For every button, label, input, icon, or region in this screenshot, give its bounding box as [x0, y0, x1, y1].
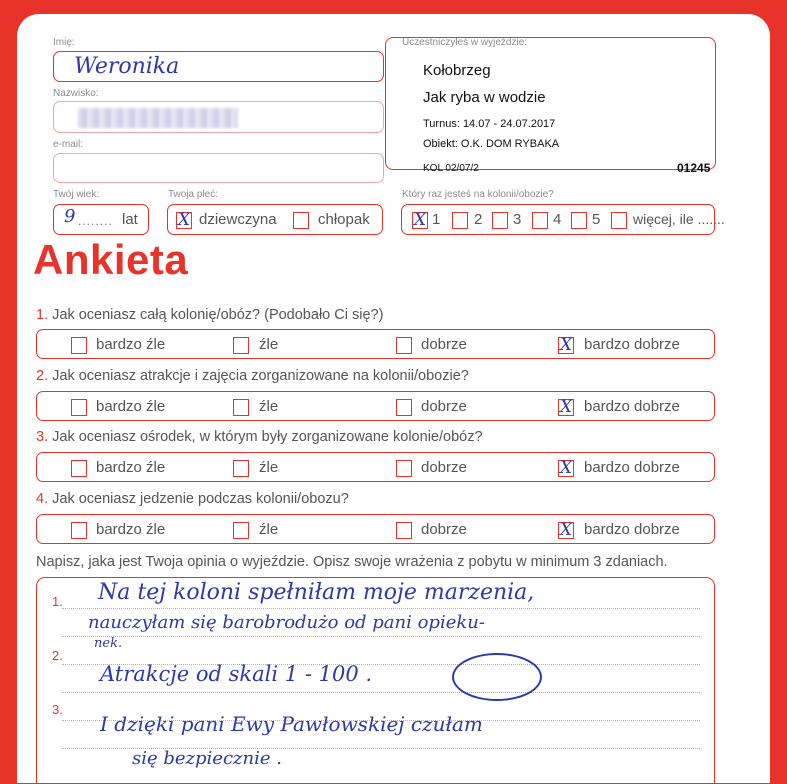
q4-option-bad: źle: [259, 521, 279, 538]
q4-option-good: dobrze: [421, 521, 467, 538]
q4-option-very-good-checkbox[interactable]: [558, 522, 574, 539]
name-value: Weronika: [74, 54, 180, 79]
q1-option-very-bad: bardzo źle: [96, 336, 166, 353]
times-5-checkbox[interactable]: [571, 212, 587, 229]
times-4-checkbox[interactable]: [532, 212, 548, 229]
trip-city: Kołobrzeg: [423, 62, 491, 79]
times-option-more: więcej, ile .......: [633, 211, 725, 227]
q3-option-bad-checkbox[interactable]: [233, 460, 249, 477]
q4-option-good-checkbox[interactable]: [396, 522, 412, 539]
surname-label: Nazwisko:: [53, 88, 99, 99]
email-label: e-mail:: [53, 139, 84, 150]
gender-girl-checkbox[interactable]: [176, 212, 192, 229]
trip-obiekt: Obiekt: O.K. DOM RYBAKA: [423, 138, 560, 150]
q2-option-bad: źle: [259, 398, 279, 415]
times-option-4: 4: [553, 211, 562, 228]
age-field[interactable]: [53, 204, 149, 235]
gender-boy-checkbox[interactable]: [293, 212, 309, 229]
question-3-text: 3. Jak oceniasz ośrodek, w którym były zorganizowane kolonie/obóz?: [36, 429, 483, 445]
times-2-checkbox[interactable]: [452, 212, 468, 229]
trip-name: Jak ryba w wodzie: [423, 89, 546, 106]
q2-option-very-good-checkbox[interactable]: [558, 399, 574, 416]
q2-option-very-bad: bardzo źle: [96, 398, 166, 415]
survey-title: Ankieta: [33, 236, 189, 283]
trip-number: 01245: [677, 161, 711, 175]
surname-field[interactable]: [53, 101, 384, 133]
q2-option-bad-checkbox[interactable]: [233, 399, 249, 416]
times-option-5: 5: [592, 211, 601, 228]
q2-option-good: dobrze: [421, 398, 467, 415]
times-option-1: 1: [432, 211, 441, 228]
line-divider: [62, 608, 700, 609]
line-divider: [62, 692, 700, 693]
q2-option-very-good: bardzo dobrze: [584, 398, 680, 415]
question-4-text: 4. Jak oceniasz jedzenie podczas kolonii/obozu?: [36, 491, 349, 507]
q2-option-very-bad-checkbox[interactable]: [71, 399, 87, 416]
times-label: Który raz jesteś na kolonii/obozie?: [402, 189, 554, 200]
name-field[interactable]: [53, 51, 384, 82]
q4-option-very-good: bardzo dobrze: [584, 521, 680, 538]
line-number-2: 2.: [52, 648, 63, 663]
name-label: Imię:: [53, 37, 75, 48]
age-dots: ........: [78, 214, 113, 228]
line-divider: [62, 636, 700, 637]
essay-line-2: nauczyłam się barobrodużo od pani opieku-: [88, 612, 485, 633]
line-number-1: 1.: [52, 594, 63, 609]
q1-option-very-bad-checkbox[interactable]: [71, 337, 87, 354]
email-field[interactable]: [53, 153, 384, 183]
circled-value-outline: [452, 653, 542, 701]
check-mark-icon: X: [559, 520, 573, 540]
gender-option-boy: chłopak: [318, 211, 370, 228]
times-3-checkbox[interactable]: [492, 212, 508, 229]
trip-turnus: Turnus: 14.07 - 24.07.2017: [423, 118, 556, 130]
essay-line-1: Na tej koloni spełniłam moje marzenia,: [98, 580, 535, 605]
question-2-text: 2. Jak oceniasz atrakcje i zajęcia zorganizowane na kolonii/obozie?: [36, 368, 469, 384]
age-unit: lat: [122, 211, 138, 228]
gender-label: Twoja płeć:: [168, 189, 219, 200]
q1-option-good-checkbox[interactable]: [396, 337, 412, 354]
opinion-prompt: Napisz, jaka jest Twoja opinia o wyjeździe. Opisz swoje wrażenia z pobytu w minimum 3 zdaniach.: [36, 554, 668, 570]
times-more-checkbox[interactable]: [611, 212, 627, 229]
q2-option-good-checkbox[interactable]: [396, 399, 412, 416]
times-1-checkbox[interactable]: [412, 212, 428, 229]
check-mark-icon: X: [559, 335, 573, 355]
age-value: 9: [64, 206, 76, 227]
q4-option-very-bad-checkbox[interactable]: [71, 522, 87, 539]
q3-option-very-good: bardzo dobrze: [584, 459, 680, 476]
trip-code: KOL 02/07/2: [423, 163, 479, 174]
q3-option-very-good-checkbox[interactable]: [558, 460, 574, 477]
essay-line-6: się bezpiecznie .: [132, 748, 282, 769]
q1-option-very-good: bardzo dobrze: [584, 336, 680, 353]
q4-option-bad-checkbox[interactable]: [233, 522, 249, 539]
times-option-2: 2: [474, 211, 483, 228]
q3-option-very-bad-checkbox[interactable]: [71, 460, 87, 477]
q4-option-very-bad: bardzo źle: [96, 521, 166, 538]
q1-option-very-good-checkbox[interactable]: [558, 337, 574, 354]
q3-option-very-bad: bardzo źle: [96, 459, 166, 476]
q3-option-good-checkbox[interactable]: [396, 460, 412, 477]
q3-option-good: dobrze: [421, 459, 467, 476]
gender-option-girl: dziewczyna: [199, 211, 277, 228]
trip-label: Uczestniczyłeś w wyjeździe:: [402, 37, 528, 48]
line-number-3: 3.: [52, 702, 63, 717]
q1-option-good: dobrze: [421, 336, 467, 353]
age-label: Twój wiek:: [53, 189, 100, 200]
check-mark-icon: X: [177, 210, 191, 230]
check-mark-icon: X: [559, 458, 573, 478]
q3-option-bad: źle: [259, 459, 279, 476]
essay-line-3: nek.: [94, 636, 123, 651]
check-mark-icon: X: [413, 210, 427, 230]
times-option-3: 3: [513, 211, 522, 228]
q1-option-bad: źle: [259, 336, 279, 353]
q1-option-bad-checkbox[interactable]: [233, 337, 249, 354]
check-mark-icon: X: [559, 397, 573, 417]
essay-line-4: Atrakcje od skali 1 - 100 .: [100, 662, 373, 686]
essay-line-5: I dzięki pani Ewy Pawłowskiej czułam: [100, 712, 483, 736]
question-1-text: 1. Jak oceniasz całą kolonię/obóz? (Podobało Ci się?): [36, 307, 384, 323]
redacted-surname: [78, 108, 238, 128]
